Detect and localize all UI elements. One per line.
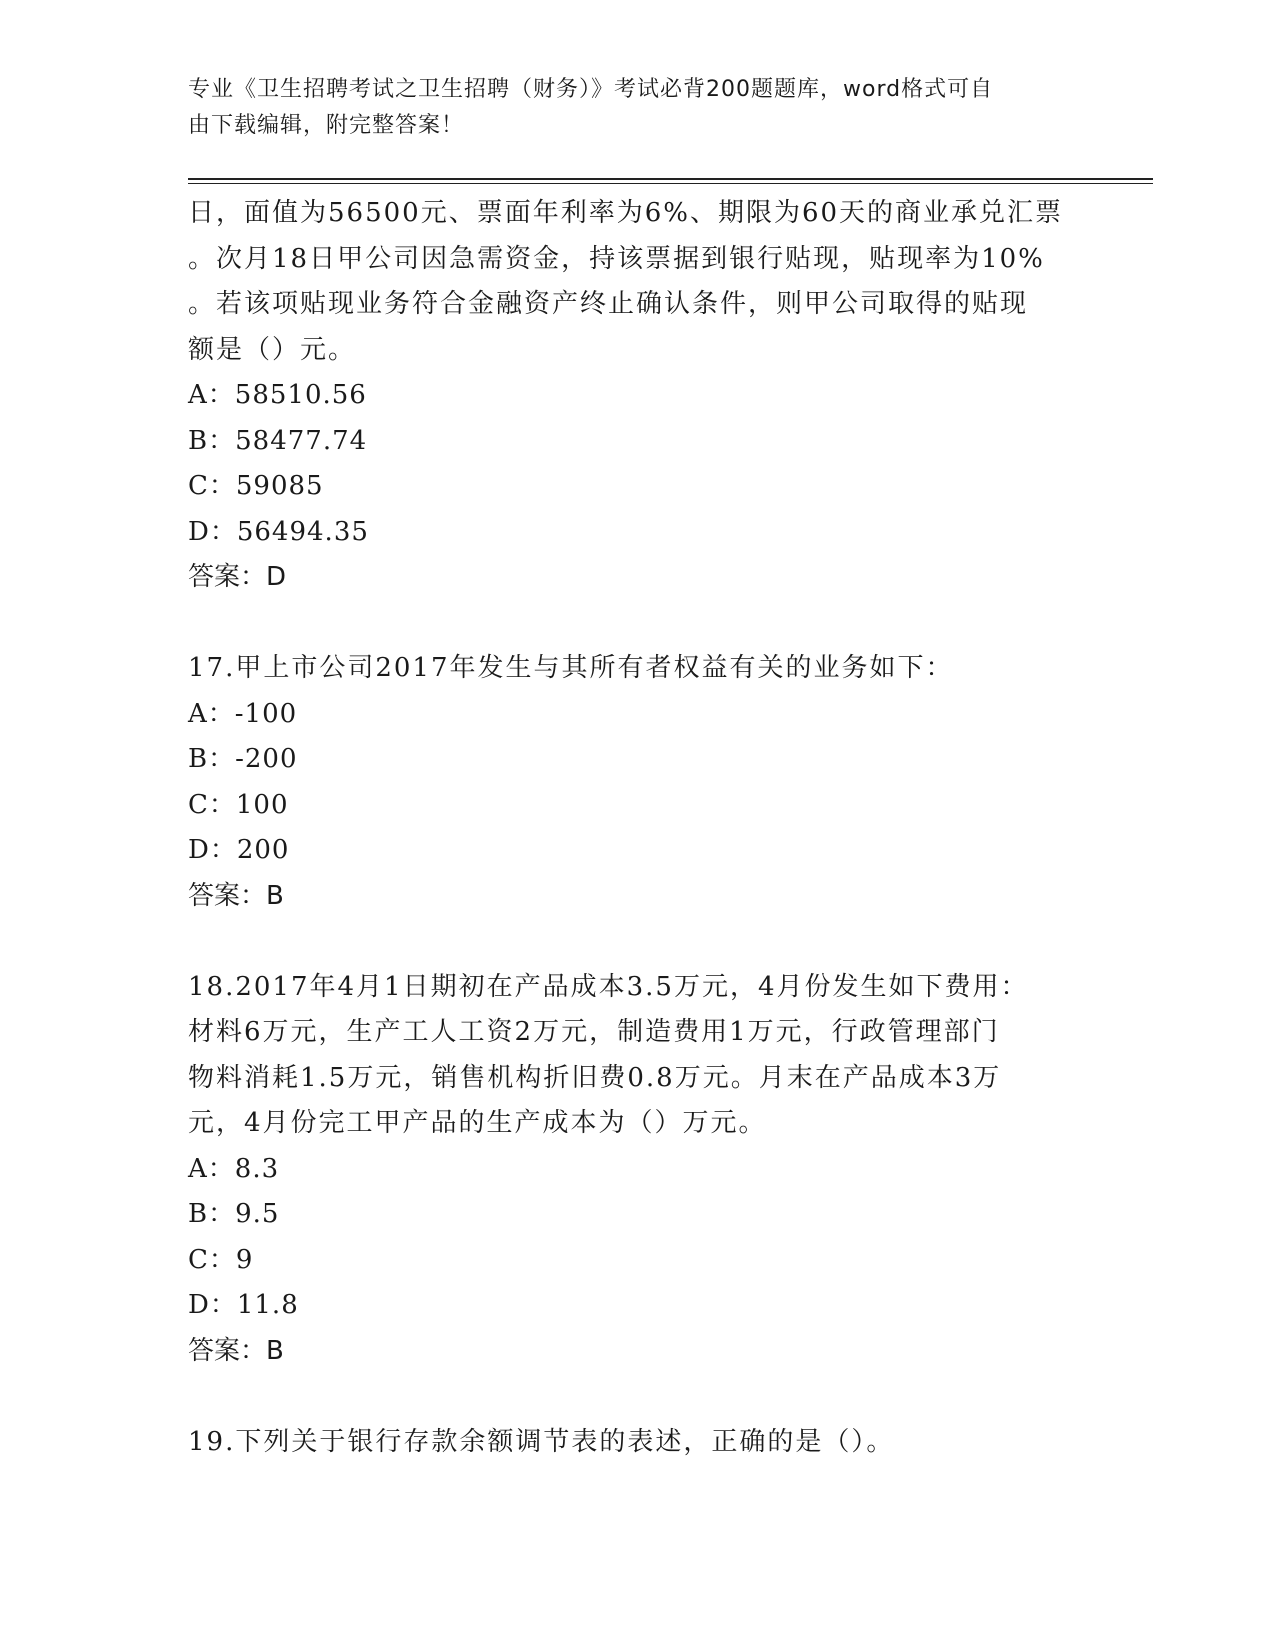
option-d: D：56494.35 <box>188 516 369 547</box>
question-text-line: 17.甲上市公司2017年发生与其所有者权益有关的业务如下： <box>188 653 954 683</box>
option-b: B：9.5 <box>188 1199 280 1229</box>
option-c: C：100 <box>188 789 289 820</box>
option-c: C：9 <box>188 1244 254 1275</box>
question-text-line: 18.2017年4月1日期初在产品成本3.5万元，4月份发生如下费用： <box>188 971 1029 1002</box>
question-19 <box>188 1420 1088 1466</box>
question-text-line: 额是（）元。 <box>188 334 357 365</box>
question-16 <box>188 191 1088 601</box>
option-a: A：58510.56 <box>188 380 367 410</box>
question-text-line: 材料6万元，生产工人工资2万元，制造费用1万元，行政管理部门 <box>188 1017 1000 1047</box>
header-divider-thin <box>188 183 1153 184</box>
option-c: C：59085 <box>188 471 324 501</box>
question-text-line: 元，4月份完工甲产品的生产成本为（）万元。 <box>188 1108 767 1138</box>
header-line-1: 专业《卫生招聘考试之卫生招聘（财务）》考试必背200题题库，word格式可自 <box>188 77 994 102</box>
option-a: A：-100 <box>188 698 298 729</box>
document-header <box>188 72 1068 144</box>
question-18 <box>188 965 1088 1375</box>
option-a: A：8.3 <box>188 1153 280 1184</box>
answer: 答案：D <box>188 562 287 592</box>
option-b: B：58477.74 <box>188 425 368 456</box>
answer: 答案：B <box>188 880 284 911</box>
page-content <box>188 191 1088 1465</box>
header-line-2: 由下载编辑，附完整答案！ <box>188 113 465 138</box>
option-d: D：11.8 <box>188 1290 299 1320</box>
option-d: D：200 <box>188 835 290 865</box>
question-text-line: 。若该项贴现业务符合金融资产终止确认条件，则甲公司取得的贴现 <box>188 289 1029 319</box>
question-text-line: 19.下列关于银行存款余额调节表的表述，正确的是（）。 <box>188 1426 895 1457</box>
option-b: B：-200 <box>188 744 298 774</box>
question-text-line: 物料消耗1.5万元，销售机构折旧费0.8万元。月末在产品成本3万 <box>188 1062 1002 1093</box>
header-divider-thick <box>188 178 1153 180</box>
question-17 <box>188 646 1088 919</box>
question-text-line: 。次月18日甲公司因急需资金，持该票据到银行贴现，贴现率为10% <box>188 243 1045 274</box>
answer: 答案：B <box>188 1335 284 1366</box>
question-text-line: 日，面值为56500元、票面年利率为6%、期限为60天的商业承兑汇票 <box>188 198 1064 228</box>
